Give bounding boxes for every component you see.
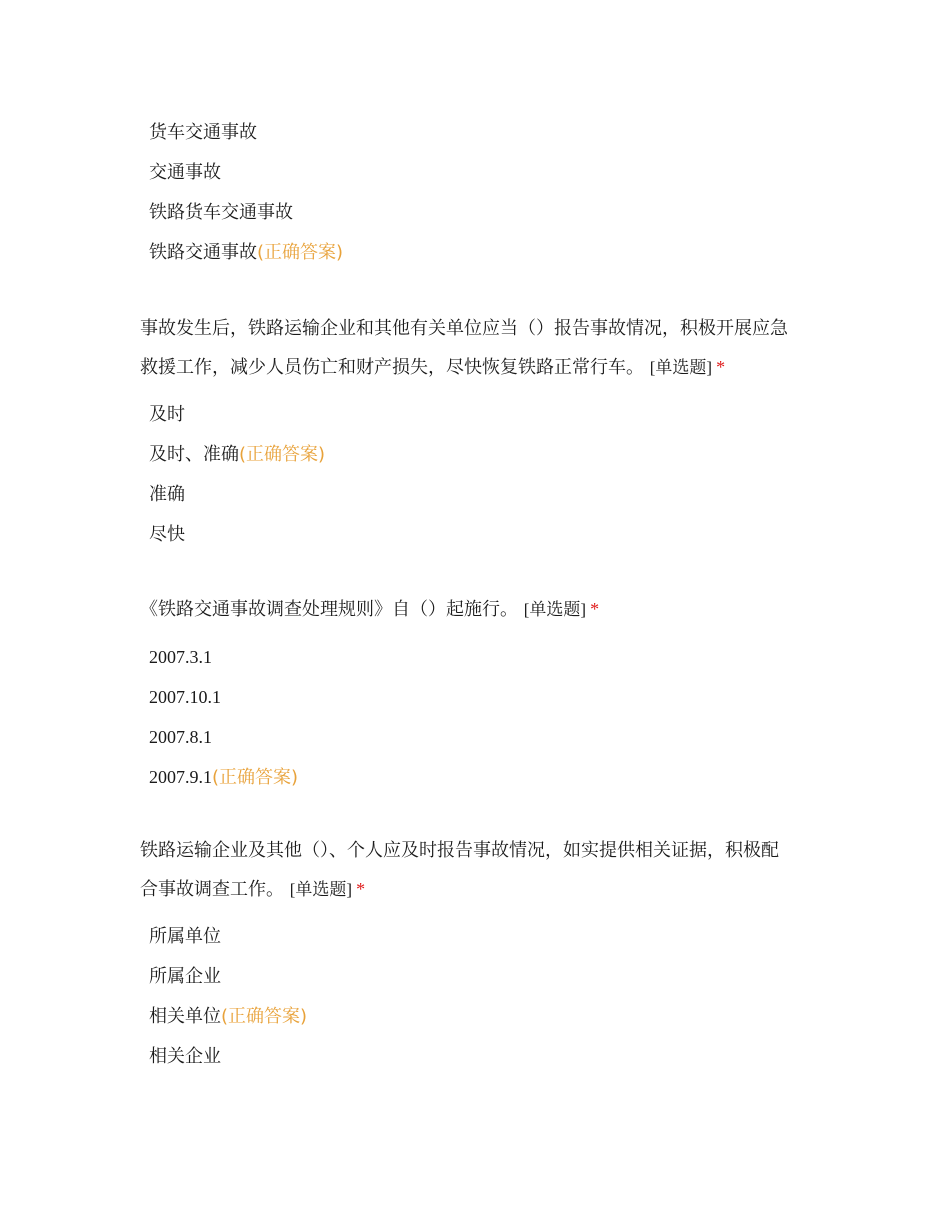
option-list [140, 637, 820, 797]
option [149, 717, 820, 757]
correct-answer-marker: (正确答案) [257, 242, 344, 263]
option-label: 铁路货车交通事故 [149, 202, 293, 223]
option-label: 所属单位 [149, 926, 221, 947]
question-text [140, 310, 820, 387]
option-label: 交通事故 [149, 162, 221, 183]
option-correct [149, 997, 820, 1037]
option [149, 1037, 820, 1077]
option-correct [149, 435, 820, 475]
option [149, 917, 820, 957]
option [149, 395, 820, 435]
correct-answer-marker: (正确答案) [239, 444, 326, 465]
correct-answer-marker: (正确答案) [212, 767, 299, 788]
option-list [140, 917, 820, 1077]
correct-answer-marker: (正确答案) [221, 1006, 308, 1027]
option [149, 957, 820, 997]
question-block-0 [140, 113, 820, 273]
required-marker: * [590, 599, 600, 619]
option-label: 2007.10.1 [149, 687, 221, 707]
question-line: 《铁路交通事故调查处理规则》自（）起施行。 [140, 599, 518, 620]
option [149, 193, 820, 233]
option-correct [149, 233, 820, 273]
option-label: 准确 [149, 484, 185, 505]
question-block-2 [140, 590, 820, 797]
option-list [140, 113, 820, 273]
option-label: 铁路交通事故 [149, 242, 257, 263]
option [149, 113, 820, 153]
question-line: 合事故调查工作。 [140, 879, 284, 900]
question-type-tag: [单选题] [289, 880, 353, 899]
question-text [140, 590, 820, 629]
option-label: 2007.3.1 [149, 647, 212, 667]
option [149, 515, 820, 555]
question-block-1 [140, 310, 820, 555]
option-label: 货车交通事故 [149, 122, 257, 143]
question-line: 救援工作，减少人员伤亡和财产损失，尽快恢复铁路正常行车。 [140, 357, 644, 378]
question-block-3 [140, 832, 820, 1077]
option-label: 2007.9.1 [149, 767, 212, 787]
option-label: 相关单位 [149, 1006, 221, 1027]
required-marker: * [716, 357, 726, 377]
option-label: 及时、准确 [149, 444, 239, 465]
option [149, 153, 820, 193]
option-label: 尽快 [149, 524, 185, 545]
question-type-tag: [单选题] [649, 358, 713, 377]
question-line: 铁路运输企业及其他（）、个人应及时报告事故情况，如实提供相关证据，积极配 [140, 840, 779, 861]
option-label: 相关企业 [149, 1046, 221, 1067]
option-list [140, 395, 820, 555]
option-label: 及时 [149, 404, 185, 425]
option [149, 475, 820, 515]
question-text [140, 832, 820, 909]
question-line: 事故发生后，铁路运输企业和其他有关单位应当（）报告事故情况，积极开展应急 [140, 318, 788, 339]
option [149, 637, 820, 677]
question-type-tag: [单选题] [523, 600, 587, 619]
option-label: 所属企业 [149, 966, 221, 987]
required-marker: * [356, 879, 366, 899]
option-correct [149, 757, 820, 797]
option-label: 2007.8.1 [149, 727, 212, 747]
option [149, 677, 820, 717]
